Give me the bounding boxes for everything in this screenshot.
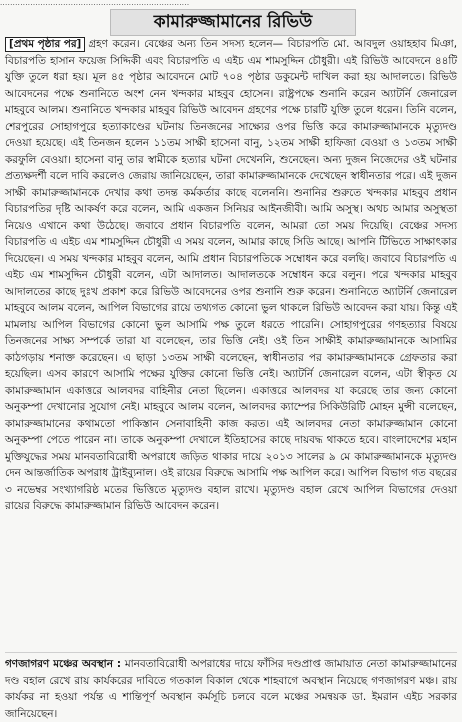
article-headline: কামারুজ্জামানের রিভিউ — [153, 12, 313, 32]
article-text: গ্রহণ করেন। বেঞ্চের অন্য তিন সদস্য হলেন— বিচারপতি মো. আবদুল ওয়াহহাব মিঞা, বিচারপতি হাসান ফয়েজ সিদ্দিকী এবং বিচারপতি এ এইচ এম শামসুদ্দিন চৌধুরী। এই রিভিউ আবেদনে ৪৪টি যুক্তি তুলে ধরা হয়। মূল ৪৫ পৃষ্ঠার আবেদনে মোট ৭০৪ পৃষ্ঠার ডকুমেন্ট দাখিল করা হয় আদালতে। রিভিউ আবেদনের পক্ষে শুনানিতে অংশ নেন খন্দকার মাহবুব হোসেন। রাষ্ট্রপক্ষে শুনানি করেন অ্যাটর্নি জেনারেল মাহবুবে আলম। শুনানিতে খন্দকার মাহবুব রিভিউ আবেদন গ্রহণের পক্ষে চারটি যুক্তি তুলে ধরেন। তিনি বলেন, শেরপুরের সোহাগপুরে হত্যাকাণ্ডের ঘটনায় তিনজনের সাক্ষ্যের ওপর ভিত্তি করে কামারুজ্জামানকে মৃত্যুদণ্ড দেওয়া হয়েছে। এই তিনজন হলেন ১১তম সাক্ষী হাসেনা বানু, ১২তম সাক্ষী হাফিজা বেওয়া ও ১৩তম সাক্ষী করফুলি বেওয়া। হাসেনা বানু তার স্বামীকে হত্যার ঘটনা দেখেননি, শুনেছেন। অন্য দুজন নিজেদের ওই ঘটনার প্রত্যক্ষদর্শী বলে দাবি করলেও জেরায় জানিয়েছেন, তারা কামারুজ্জামানকে দেখেছেন স্বাধীনতার পরে। এই দুজন সাক্ষী কামারুজ্জামানকে দেখার কথা তদন্ত কর্মকর্তার কাছে বলেননি। শুনানির শুরুতে খন্দকার মাহবুব প্রধান বিচারপতির দৃষ্টি আকর্ষণ করে বলেন, আমি একজন সিনিয়র আইনজীবী। আমি অসুস্থ। অথচ আমার অসুস্থতা নিয়েও এখানে কথা উঠেছে। জবাবে প্রধান বিচারপতি বলেন, আমরা তো সময় দিয়েছি। বেঞ্চের সদস্য বিচারপতি এ এইচ এম শামসুদ্দিন চৌধুরী এ সময় বলেন, আমার কাছে সিডি আছে। আপনি টিভিতে সাক্ষাৎকার দিয়েছেন। এ সময় খন্দকার মাহবুব বলেন, আমি প্রধান বিচারপতিকে সম্বোধন করে বলছি। জবাবে বিচারপতি এ এইচ এম শামসুদ্দিন চৌধুরী বলেন, এটা আদালত। আদালতকে সম্বোধন করে বলুন। পরে খন্দকার মাহবুব আদালতের কাছে দুঃখ প্রকাশ করে রিভিউ আবেদনের ওপর শুনানি শুরু করেন। শুনানিতে অ্যাটর্নি জেনারেল মাহবুবে আলম বলেন, আপিল বিভাগের রায়ে তথ্যগত কোনো ভুল থাকলে রিভিউ আবেদন করা যায়। কিন্তু এই মামলায় আপিল বিভাগের কোনো ভুল আসামি পক্ষ তুলে ধরতে পারেনি। সোহাগপুরের গণহত্যার বিষয়ে তিনজনের সাক্ষ্য সম্পর্কে তারা যা বলেছেন, তার ভিত্তি নেই। ওই তিন সাক্ষীই কামারুজ্জামানকে আসামির কাঠগড়ায় শনাক্ত করেছেন। এ ছাড়া ১৩তম সাক্ষী বলেছেন, স্বাধীনতার পর কামারুজ্জামানকে গ্রেফতার করা হয়েছিল। এসব কারণে আসামি পক্ষের যুক্তির কোনো ভিত্তি নেই। অ্যাটর্নি জেনারেল বলেন, এটা স্বীকৃত যে কামারুজ্জামান একাত্তরে আলবদর বাহিনীর নেতা ছিলেন। একাত্তরে আলবদর যা করেছে তার জন্য কোনো অনুকম্পা দেখানোর সুযোগ নেই। মাহবুবে আলম বলেন, আলবদর ক্যাম্পের সিকিউরিটি মোহন মুন্সী বলেছেন, কামারুজ্জামানের কথামতো পাকিস্তান সেনাবাহিনী কাজ করত। এই আলবদর নেতা কামারুজ্জামান কোনো অনুকম্পা পেতে পারেন না। তাকে অনুকম্পা দেখালে ইতিহাসের কাছে দায়বদ্ধ থাকতে হবে। বাংলাদেশের মহান মুক্তিযুদ্ধের সময় মানবতাবিরোধী অপরাধে জড়িত থাকার দায়ে ২০১৩ সালের ৯ মে কামারুজ্জামানকে মৃত্যুদণ্ড দেন আন্তর্জাতিক অপরাধ ট্রাইব্যুনাল। ওই রায়ের বিরুদ্ধে আসামি পক্ষ আপিল করে। আপিল বিভাগ গত বছরের ৩ নভেম্বর সংখ্যাগরিষ্ঠ মতের ভিত্তিতে মৃত্যুদণ্ড বহাল রাখে। মৃত্যুদণ্ড বহাল রেখে আপিল বিভাগের দেওয়া রায়ের বিরুদ্ধে কামারুজ্জামান রিভিউ আবেদন করেন। — [5, 38, 457, 512]
article-paragraph — [5, 36, 457, 515]
continuation-label: [প্রথম পৃষ্ঠার পর] — [5, 37, 85, 52]
section-heading: গণজাগরণ মঞ্চের অবস্থান : — [5, 658, 122, 670]
previous-column-strip: ........................................................................... — [0, 0, 190, 7]
gonojagoron-section — [5, 656, 457, 720]
headline-banner — [110, 9, 356, 36]
article-body — [5, 36, 457, 596]
section-divider — [5, 652, 457, 653]
section-text: মানবতাবিরোধী অপরাধের দায়ে ফাঁসির দণ্ডপ্রাপ্ত জামায়াত নেতা কামারুজ্জামানের দণ্ড বহাল রেখে রায় কার্যকরের দাবিতে গতকাল বিকাল থেকে শাহবাগে অবস্থান নিয়েছে গণজাগরণ মঞ্চ। রায় কার্যকর না হওয়া পর্যন্ত এ শান্তিপূর্ণ অবস্থান কর্মসূচি চলবে বলে মঞ্চের সমন্বয়ক ডা. ইমরান এইচ সরকার জানিয়েছেন। — [5, 658, 457, 720]
